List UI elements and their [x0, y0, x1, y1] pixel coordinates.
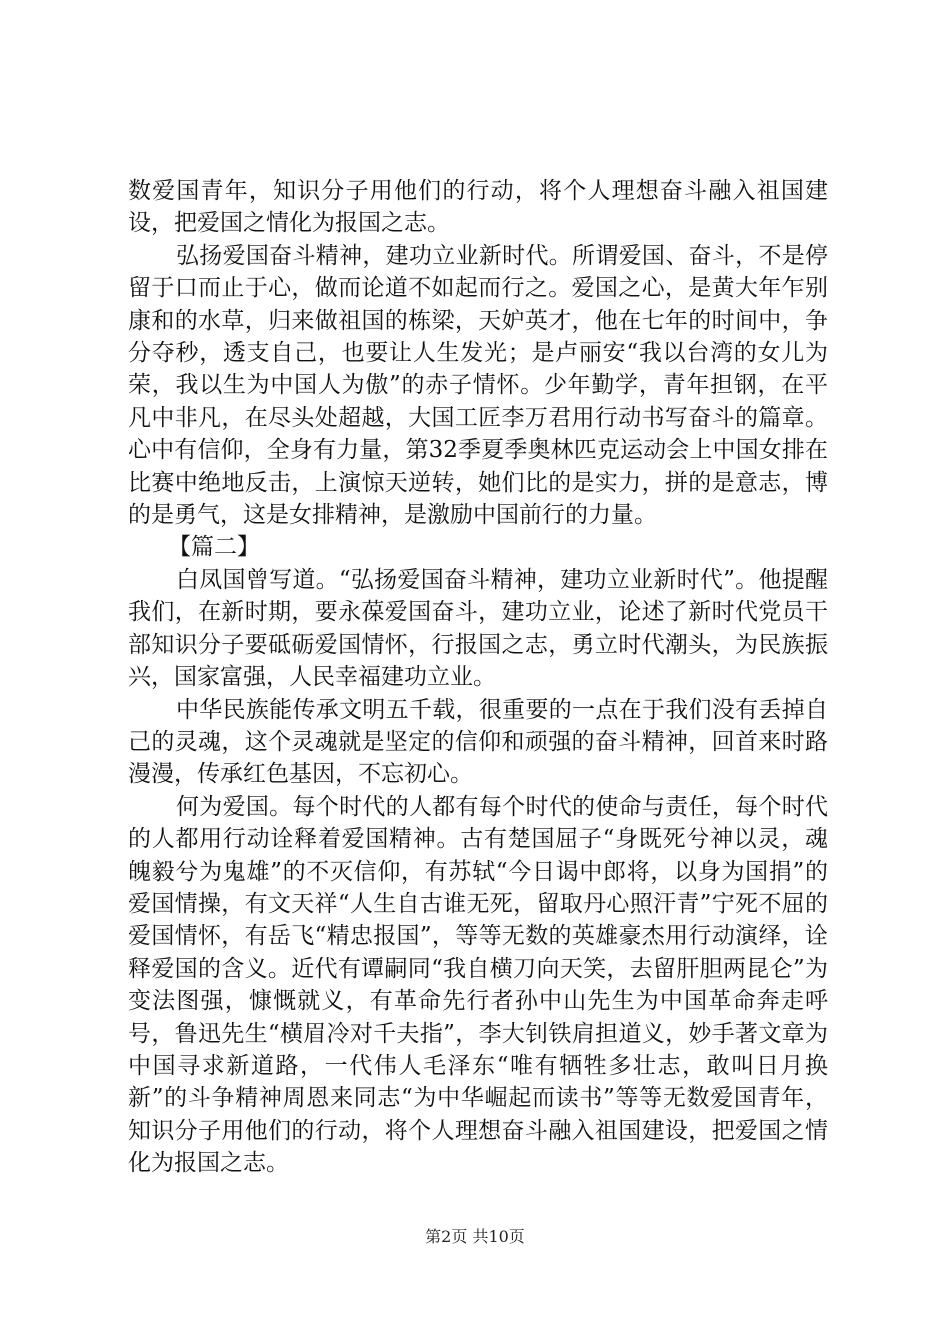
paragraph-what-is-patriotism: 何为爱国。每个时代的人都有每个时代的使命与责任，每个时代的人都用行动诠释着爱国精神。古有楚国屈子“身既死兮神以灵，魂魄毅兮为鬼雄”的不灭信仰，有苏轼“今日谒中郎将，以身为国捐”的爱国情操，有文天祥“人生自古谁无死，留取丹心照汗青”宁死不屈的爱国情怀，有岳飞“精忠报国”，等等无数的英雄豪杰用行动演绎，诠释爱国的含义。近代有谭嗣同“我自横刀向天笑，去留肝胆两昆仑”为变法图强，慷慨就义，有革命先行者孙中山先生为中国革命奔走呼号，鲁迅先生“横眉冷对千夫指”，李大钊铁肩担道义，妙手著文章为中国寻求新道路，一代伟人毛泽东“唯有牺牲多壮志，敢叫日月换新”的斗争精神周恩来同志“为中华崛起而读书”等等无数爱国青年，知识分子用他们的行动，将个人理想奋斗融入祖国建设，把爱国之情化为报国之志。 [128, 793, 828, 1177]
paragraph-continuation: 数爱国青年，知识分子用他们的行动，将个人理想奋斗融入祖国建设，把爱国之情化为报国之志。 [128, 178, 828, 237]
paragraph-chinese-nation: 中华民族能传承文明五千载，很重要的一点在于我们没有丢掉自己的灵魂，这个灵魂就是坚定的信仰和顽强的奋斗精神，回首来时路漫漫，传承红色基因，不忘初心。 [128, 696, 828, 788]
document-body [128, 175, 828, 1180]
section-heading-part-two: 【篇二】 [168, 534, 260, 561]
paragraph-patriotic-struggle: 弘扬爱国奋斗精神，建功立业新时代。所谓爱国、奋斗，不是停留于口而止于心，做而论道不如起而行之。爱国之心，是黄大年乍别康和的水草，归来做祖国的栋梁，天妒英才，他在七年的时间中，争分夺秒，透支自己，也要让人生发光；是卢丽安“我以台湾的女儿为荣，我以生为中国人为傲”的赤子情怀。少年勤学，青年担钢，在平凡中非凡，在尽头处超越，大国工匠李万君用行动书写奋斗的篇章。心中有信仰，全身有力量，第32季夏季奥林匹克运动会上中国女排在比赛中绝地反击，上演惊天逆转，她们比的是实力，拼的是意志，博的是勇气，这是女排精神，是激励中国前行的力量。 [128, 242, 828, 529]
paragraph-new-era: 白凤国曾写道。“弘扬爱国奋斗精神，建功立业新时代”。他提醒我们，在新时期，要永葆爱国奋斗，建功立业，论述了新时代党员干部知识分子要砥砺爱国情怀，行报国之志，勇立时代潮头，为民族振兴，国家富强，人民幸福建功立业。 [128, 566, 828, 691]
page-number-footer: 第2页 共10页 [425, 1227, 525, 1246]
